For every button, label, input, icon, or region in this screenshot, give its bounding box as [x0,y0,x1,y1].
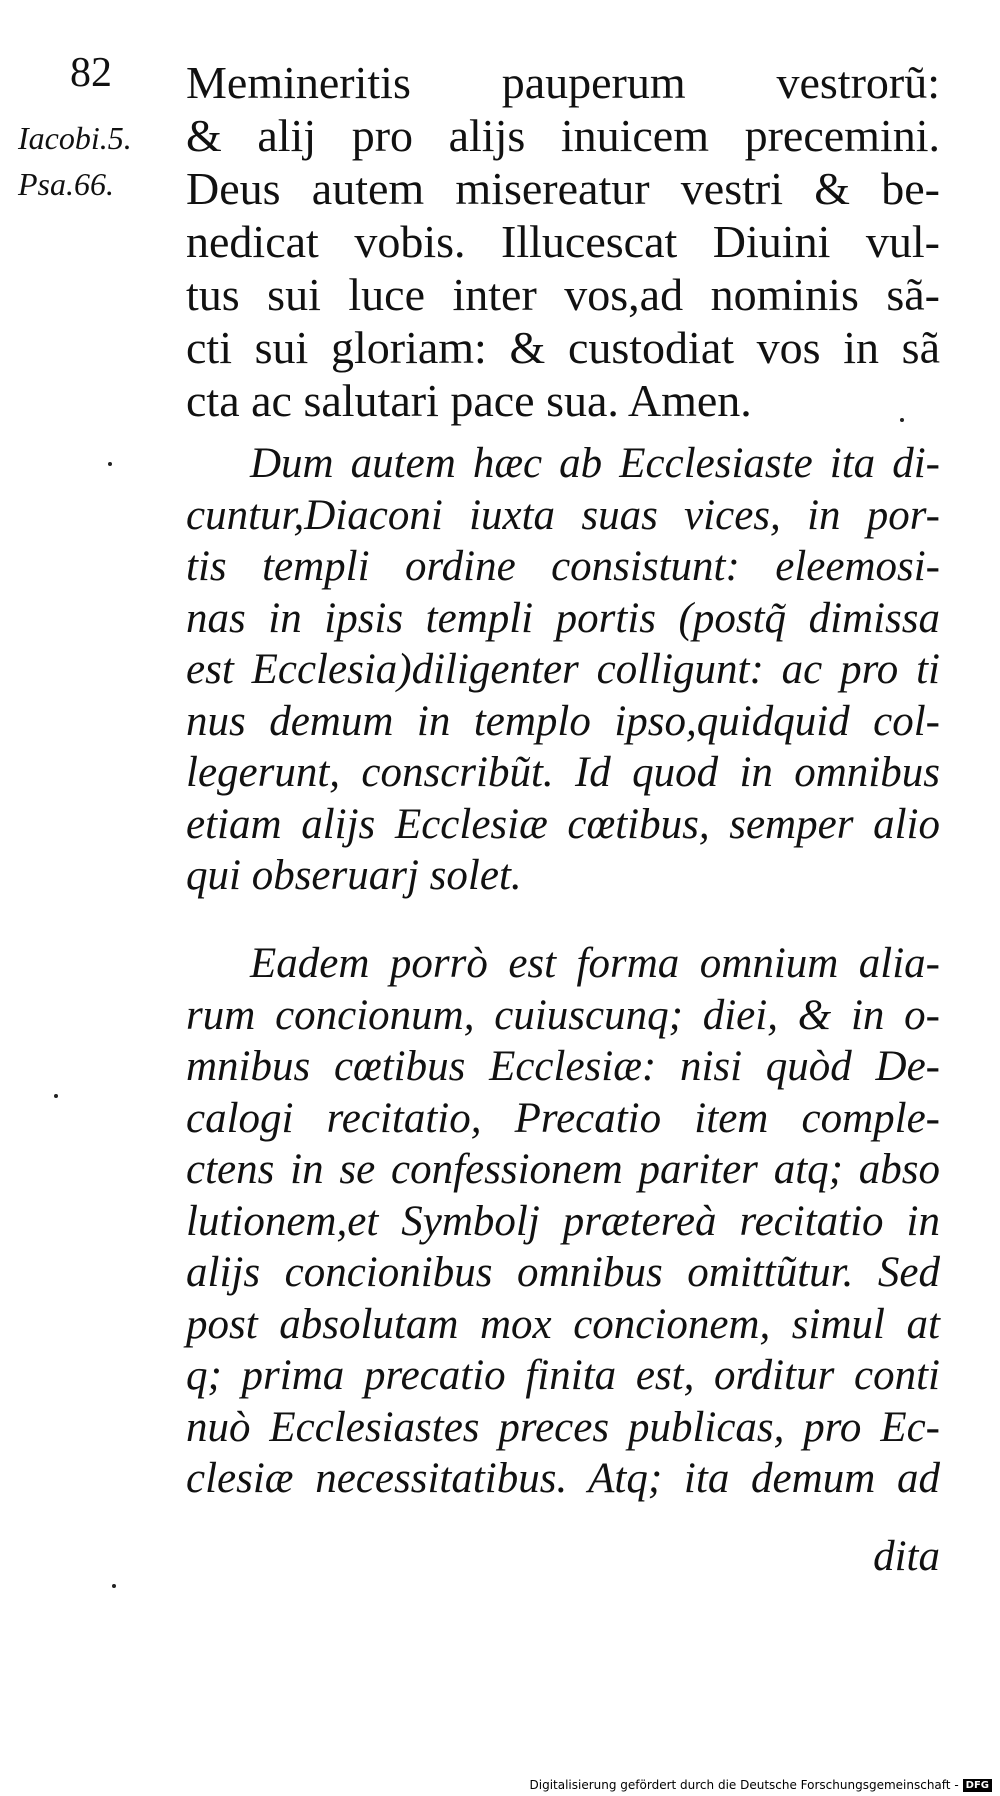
digitization-footer [530,1778,993,1792]
text-line: etiam alijs Ecclesiæ cœtibus, semper alio [186,800,940,848]
text-line: clesiæ necessitatibus. Atq; ita demum ad [186,1455,940,1502]
text-line: post absolutam mox concionem, simul at [186,1300,940,1348]
text-line: lutionem,et Symbolj prætereà recitatio in [186,1197,940,1245]
text-line: Deus autem misereatur vestri & be- [186,163,940,214]
text-line: calogi recitatio, Precatio item comple- [186,1094,940,1142]
paragraph-deacons [186,438,940,902]
text-line: rum concionum, cuiuscunq; diei, & in o- [186,991,940,1039]
catchword: dita [873,1533,940,1580]
text-line: cuntur,Diaconi iuxta suas vices, in por- [186,491,940,539]
text-line: cta ac salutari pace sua. Amen. [186,375,752,426]
ink-speck [900,418,904,422]
text-line: nus demum in templo ipso,quidquid col- [186,697,940,745]
text-line: alijs concionibus omnibus omittũtur. Sed [186,1249,940,1296]
text-line: qui obseruarj solet. [186,852,522,899]
text-line: q; prima precatio finita est, orditur conti [186,1352,940,1399]
footer-text: Digitalisierung gefördert durch die Deutsche Forschungsgemeinschaft - [529,1778,959,1792]
ink-speck [108,462,112,466]
text-line: & alij pro alijs inuicem precemini. [186,110,940,161]
paragraph-prayer [186,56,940,427]
text-line: nas in ipsis templi portis (postq̃ dimissa [186,594,940,642]
dfg-logo-icon: DFG [963,1779,992,1792]
ink-speck [54,1094,58,1098]
margin-note-iacobi: Iacobi.5. [18,120,132,156]
text-line: nedicat vobis. Illucescat Diuini vul- [186,216,940,267]
text-line: legerunt, conscribũt. Id quod in omnibus [186,749,940,796]
text-line: cti sui gloriam: & custodiat vos in sã [186,322,940,373]
text-line: tus sui luce inter vos,ad nominis sã- [186,269,940,320]
page-number: 82 [70,50,112,96]
text-line: Eadem porrò est forma omnium alia- [250,940,940,987]
text-line: nuò Ecclesiastes preces publicas, pro Ec- [186,1403,940,1451]
text-line: est Ecclesia)diligenter colligunt: ac pro ti [186,646,940,693]
text-line: tis templi ordine consistunt: eleemosi- [186,543,940,590]
margin-note-psalm: Psa.66. [18,166,114,202]
ink-speck [112,1584,116,1588]
paragraph-form [186,938,940,1505]
text-line: mnibus cœtibus Ecclesiæ: nisi quòd De- [186,1043,940,1090]
text-line: ctens in se confessionem pariter atq; abso [186,1146,940,1193]
text-line: Memineritis pauperum vestrorũ: [186,57,940,108]
text-line: Dum autem hæc ab Ecclesiaste ita di- [250,440,940,487]
